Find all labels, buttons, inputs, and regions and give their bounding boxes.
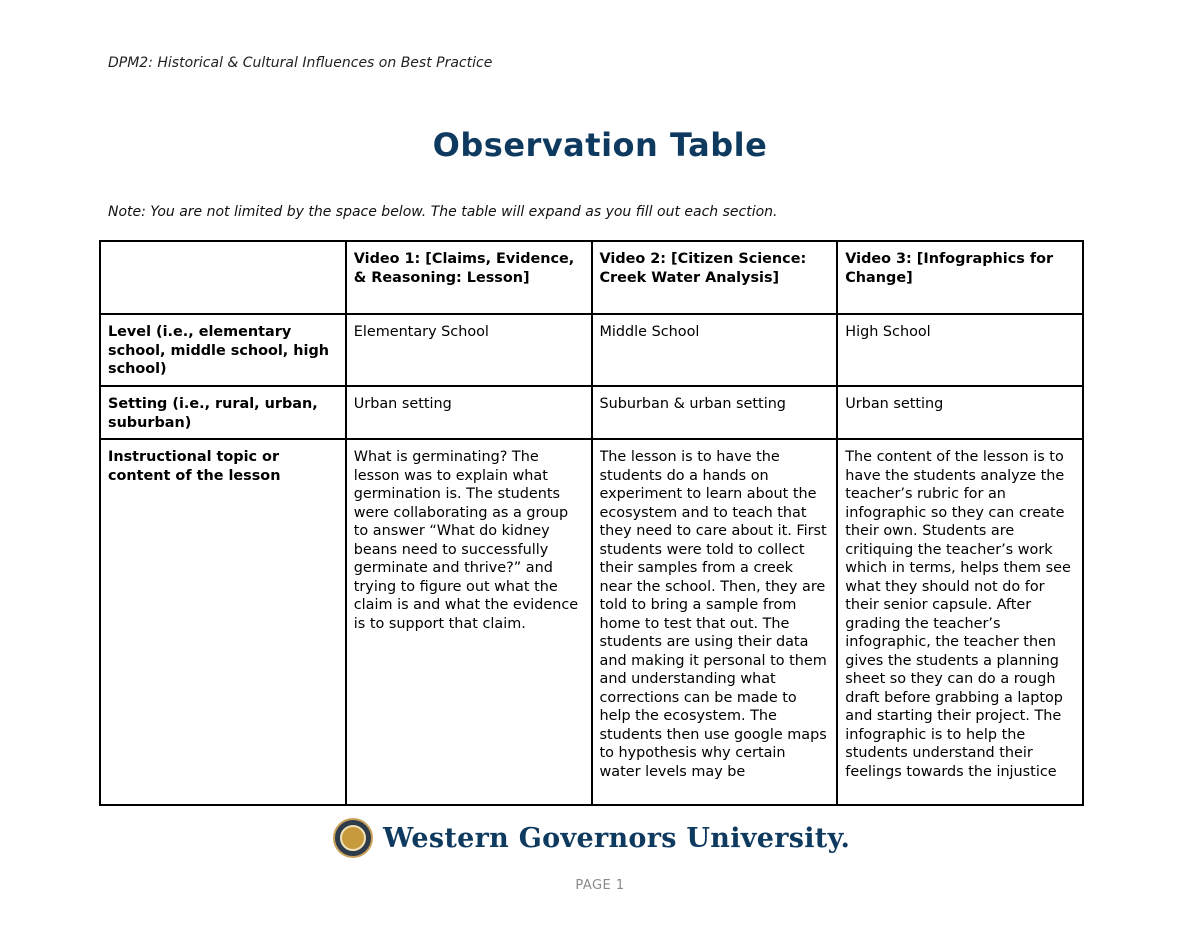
logo-wordmark: Western Governors University.: [383, 822, 851, 854]
column-header-video-3: Video 3: [Infographics for Change]: [837, 241, 1083, 314]
table-note: Note: You are not limited by the space below. The table will expand as you fill out each section.: [108, 204, 778, 220]
table-cell[interactable]: Suburban & urban setting: [592, 386, 838, 439]
wgu-logo: [333, 818, 850, 858]
table-cell[interactable]: [346, 439, 592, 805]
row-label-level: Level (i.e., elementary school, middle school, high school): [100, 314, 346, 386]
column-header-empty: [100, 241, 346, 314]
column-header-video-2: Video 2: [Citizen Science: Creek Water Analysis]: [592, 241, 838, 314]
table-row-setting: [100, 386, 1083, 439]
table-row-level: [100, 314, 1083, 386]
row-label-setting: Setting (i.e., rural, urban, suburban): [100, 386, 346, 439]
cell-text: What is germinating? The lesson was to explain what germination is. The students were collaborating as a group to answer “What do kidney beans need to successfully germinate and thrive?” and trying to figure out what the claim is and what the evidence is to support that claim.: [353, 449, 579, 632]
university-seal-icon: [333, 818, 373, 858]
table-cell[interactable]: [592, 439, 838, 805]
table-cell[interactable]: High School: [837, 314, 1083, 386]
document-header: DPM2: Historical & Cultural Influences on Best Practice: [108, 55, 493, 71]
table-row-topic: [100, 439, 1083, 805]
row-label-topic: Instructional topic or content of the lesson: [100, 439, 346, 805]
table-cell[interactable]: Middle School: [592, 314, 838, 386]
cell-text: The content of the lesson is to have the students analyze the teacher’s rubric for an infographic so they can create their own. Students are critiquing the teacher’s work which in terms, helps them see what they should not do for their senior capsule. After grading the teacher’s infographic, the teacher then gives the students a planning sheet so they can do a rough draft before grabbing a laptop and starting their project. The infographic is to help the students understand their feelings towards the injustice: [845, 449, 1071, 780]
cell-text: The lesson is to have the students do a hands on experiment to learn about the ecosystem and to teach that they need to care about it. First students were told to collect their samples from a creek near the school. Then, they are told to bring a sample from home to test that out. The students are using their data and making it personal to them and understanding what corrections can be made to help the ecosystem. The students then use google maps to hypothesis why certain water levels may be: [599, 449, 827, 780]
table-header-row: [100, 241, 1083, 314]
table-cell[interactable]: Urban setting: [346, 386, 592, 439]
observation-table: [99, 240, 1084, 806]
column-header-video-1: Video 1: [Claims, Evidence, & Reasoning: Lesson]: [346, 241, 592, 314]
page-number: PAGE 1: [575, 878, 625, 893]
table-cell[interactable]: Elementary School: [346, 314, 592, 386]
page-title: Observation Table: [432, 126, 768, 164]
table-cell[interactable]: Urban setting: [837, 386, 1083, 439]
table-cell[interactable]: [837, 439, 1083, 805]
